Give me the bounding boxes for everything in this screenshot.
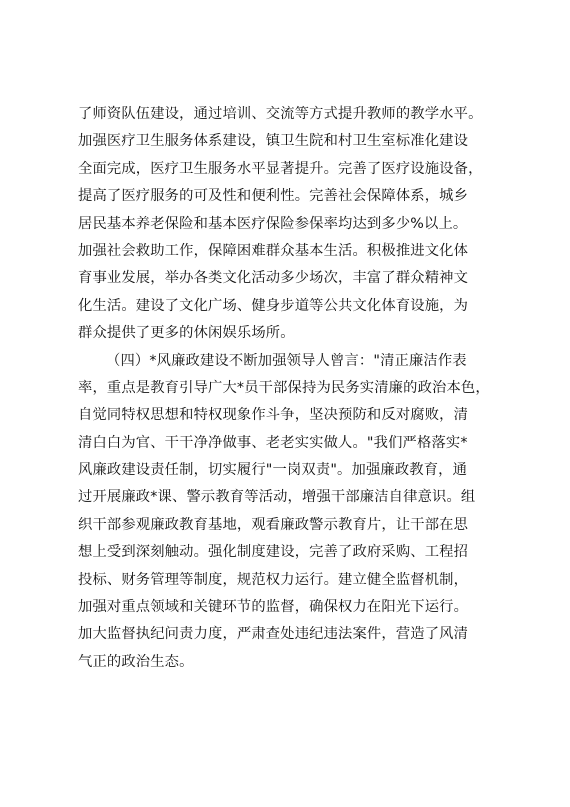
body-text xyxy=(78,101,508,676)
text-line: 全面完成，医疗卫生服务水平显著提升。完善了医疗设施设备， xyxy=(78,160,483,177)
text-line: 清白白为官、干干净净做事、老老实实做人。"我们严格落实* xyxy=(78,434,468,451)
text-line: 加强医疗卫生服务体系建设，镇卫生院和村卫生室标准化建设 xyxy=(78,133,469,150)
text-line: 气正的政治生态。 xyxy=(78,653,194,670)
text-line: 加强对重点领域和关键环节的监督，确保权力在阳光下运行。 xyxy=(78,599,469,616)
text-line: 了师资队伍建设，通过培训、交流等方式提升教师的教学水平。 xyxy=(78,106,483,122)
text-line: 加大监督执纪问责力度，严肃查处违纪违法案件，营造了风清 xyxy=(78,626,469,643)
text-line: 自觉同特权思想和特权现象作斗争，坚决预防和反对腐败，清 xyxy=(78,407,469,424)
text-line: 风廉政建设责任制，切实履行"一岗双责"。加强廉政教育，通 xyxy=(78,462,468,479)
text-line: 居民基本养老保险和基本医疗保险参保率均达到多少%以上。 xyxy=(78,215,468,232)
text-line: 率，重点是教育引导广大*员干部保持为民务实清廉的政治本色， xyxy=(78,379,490,396)
text-line: 织干部参观廉政教育基地，观看廉政警示教育片，让干部在思 xyxy=(78,516,469,533)
text-line: 过开展廉政*课、警示教育等活动，增强干部廉洁自律意识。组 xyxy=(78,489,476,506)
text-line: 化生活。建设了文化广场、健身步道等公共文化体育设施，为 xyxy=(78,297,469,314)
text-line: 育事业发展，举办各类文化活动多少场次，丰富了群众精神文 xyxy=(78,270,469,287)
text-line: 想上受到深刻触动。强化制度建设，完善了政府采购、工程招 xyxy=(78,544,469,561)
text-line: 加强社会救助工作，保障困难群众基本生活。积极推进文化体 xyxy=(78,242,469,259)
text-line: 提高了医疗服务的可及性和便利性。完善社会保障体系，城乡 xyxy=(78,188,469,205)
section-heading-line: （四）*风廉政建设不断加强领导人曾言："清正廉洁作表 xyxy=(106,352,467,369)
text-line: 群众提供了更多的休闲娱乐场所。 xyxy=(78,325,295,342)
text-line: 投标、财务管理等制度，规范权力运行。建立健全监督机制， xyxy=(78,571,469,588)
